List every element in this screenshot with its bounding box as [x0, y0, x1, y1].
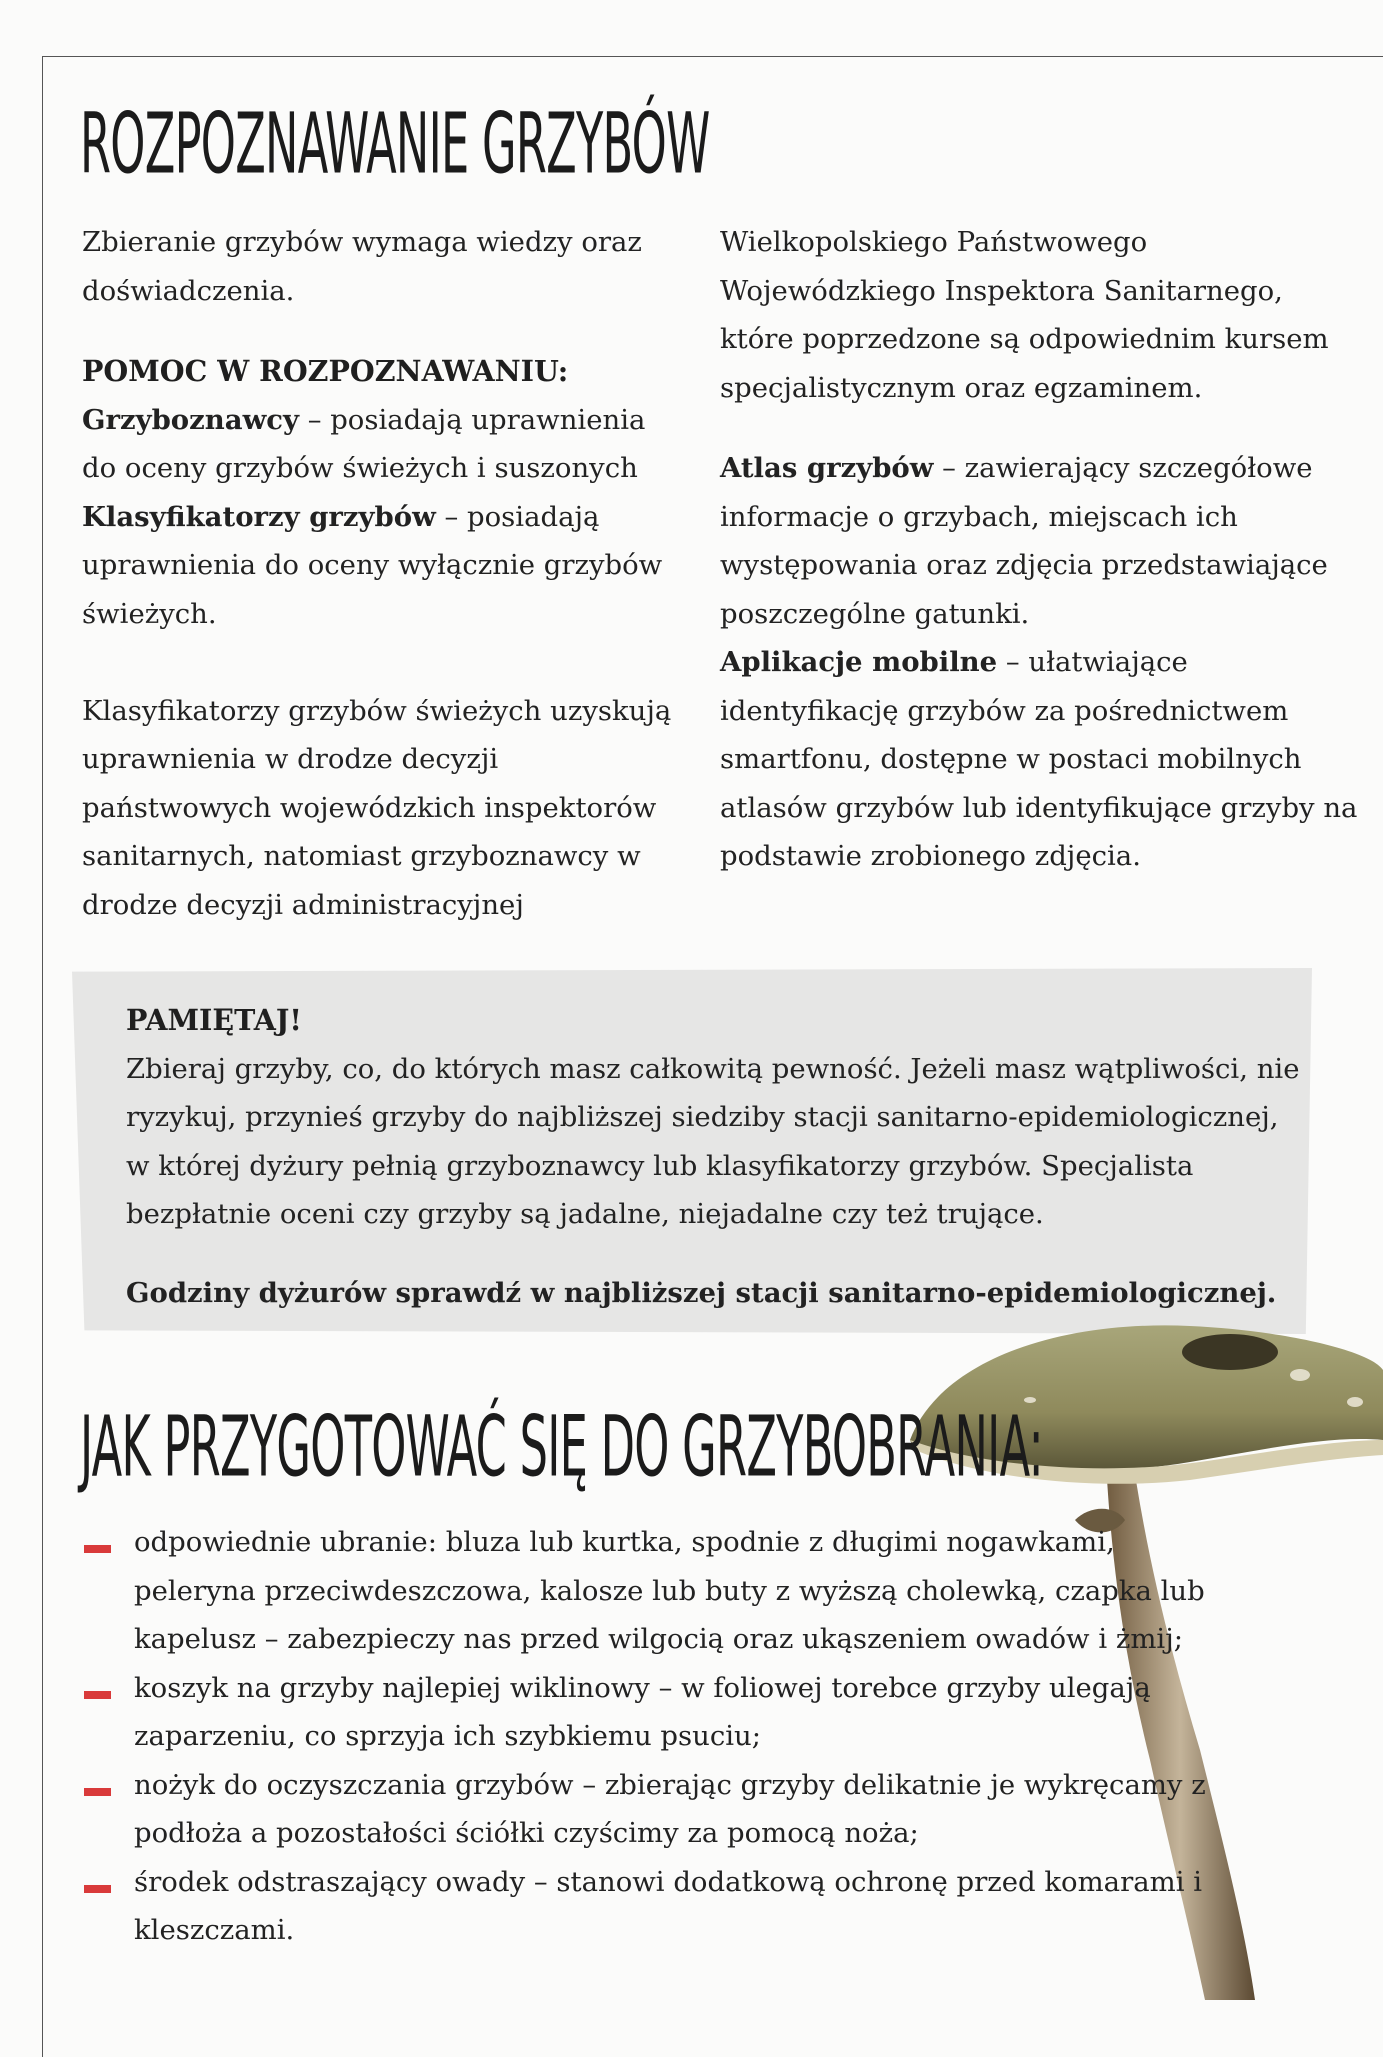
atlas-definition: [720, 444, 1360, 638]
list-item: [82, 1664, 1232, 1761]
atlas-term: Atlas grzybów: [720, 452, 934, 484]
preparation-list: [82, 1518, 1232, 1955]
reminder-callout-content: [126, 996, 1306, 1317]
grzyboznawcy-definition: [82, 396, 672, 493]
permissions-paragraph: Klasyfikatorzy grzybów świeżych uzyskują uprawnienia w drodze decyzji państwowych wojewódzkich inspektorów sanitarnych, natomiast grzyboznawcy w drodze decyzji administracyjnej: [82, 694, 672, 921]
section-title-preparation: JAK PRZYGOTOWAĆ SIĘ DO GRZYBOBRANIA:: [80, 1397, 1043, 1496]
callout-body: Zbieraj grzyby, co, do których masz całkowitą pewność. Jeżeli masz wątpliwości, nie ryzykuj, przynieś grzyby do najbliższej siedziby stacji sanitarno-epidemiologicznej, w której dyżury pełnią grzyboznawcy lub klasyfikatorzy grzybów. Specjalista bezpłatnie oceni czy grzyby są jadalne, niejadalne czy też trujące.: [126, 1052, 1300, 1230]
intro-paragraph: Zbieranie grzybów wymaga wiedzy oraz doświadczenia.: [82, 226, 642, 307]
list-item: [82, 1761, 1232, 1858]
klasyfikatorzy-term: Klasyfikatorzy grzybów: [82, 500, 436, 533]
bullet-marker: [84, 1885, 111, 1893]
continuation-paragraph: Wielkopolskiego Państwowego Wojewódzkiego Inspektora Sanitarnego, które poprzedzone są odpowiednim kursem specjalistycznym oraz egzaminem.: [720, 226, 1329, 404]
page-title: ROZPOZNAWANIE GRZYBÓW: [80, 94, 710, 193]
list-item: [82, 1518, 1232, 1664]
list-item: [82, 1858, 1232, 1955]
left-column: [82, 218, 672, 929]
apps-text: – ułatwiające identyfikację grzybów za pośrednictwem smartfonu, dostępne w postaci mobilnych atlasów grzybów lub identyfikujące grzyby na podstawie zrobionego zdjęcia.: [720, 646, 1358, 872]
list-item-text: środek odstraszający owady – stanowi dodatkową ochronę przed komarami i kleszczami.: [134, 1865, 1203, 1946]
apps-definition: [720, 638, 1360, 881]
list-item-text: koszyk na grzyby najlepiej wiklinowy – w foliowej torebce grzyby ulegają zaparzeniu, co sprzyja ich szybkiemu psuciu;: [134, 1671, 1151, 1752]
list-item-text: odpowiednie ubranie: bluza lub kurtka, spodnie z długimi nogawkami, peleryna przeciwdeszczowa, kalosze lub buty z wyższą cholewką, czapka lub kapelusz – zabezpieczy nas przed wilgocią oraz ukąszeniem owadów i żmij;: [134, 1526, 1205, 1655]
bullet-marker: [84, 1691, 111, 1699]
klasyfikatorzy-text: – posiadają uprawnienia do oceny wyłącznie grzybów świeżych.: [82, 500, 663, 630]
bullet-marker: [84, 1545, 111, 1553]
right-column: [720, 218, 1360, 881]
help-heading: POMOC W ROZPOZNAWANIU:: [82, 354, 569, 388]
callout-heading: PAMIĘTAJ!: [126, 1003, 302, 1037]
atlas-text: – zawierający szczegółowe informacje o grzybach, miejscach ich występowania oraz zdjęcia przedstawiające poszczególne gatunki.: [720, 452, 1328, 630]
apps-term: Aplikacje mobilne: [720, 646, 998, 678]
bullet-marker: [84, 1788, 111, 1796]
grzyboznawcy-text: – posiadają uprawnienia do oceny grzybów świeżych i suszonych: [82, 403, 646, 484]
callout-footer-text: Godziny dyżurów sprawdź w najbliższej stacji sanitarno-epidemiologicznej.: [126, 1276, 1277, 1309]
list-item-text: nożyk do oczyszczania grzybów – zbierając grzyby delikatnie je wykręcamy z podłoża a pozostałości ściółki czyścimy za pomocą noża;: [134, 1768, 1206, 1849]
grzyboznawcy-term: Grzyboznawcy: [82, 403, 299, 436]
klasyfikatorzy-definition: [82, 493, 672, 639]
